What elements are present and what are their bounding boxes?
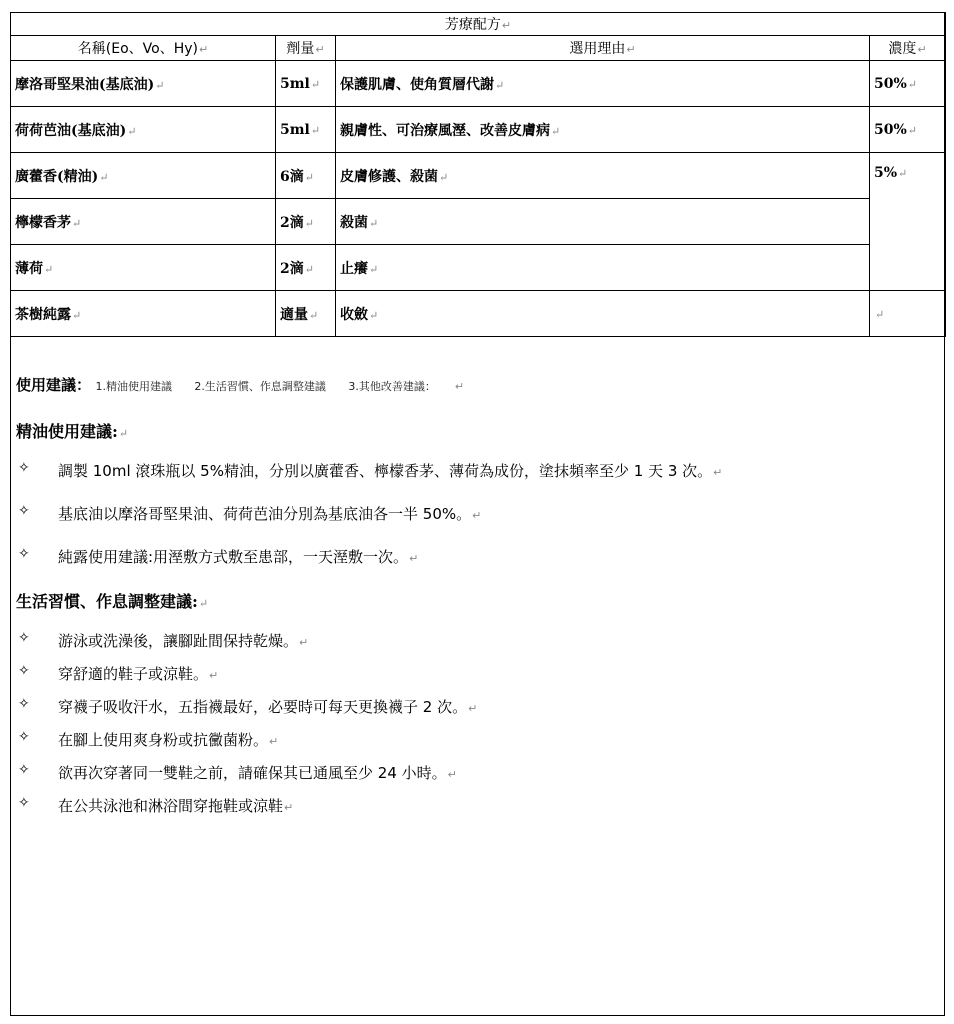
cell-amount: 5ml↵ [276, 107, 336, 153]
cell-reason: 殺菌↵ [336, 199, 870, 245]
cell-amount: 2滴↵ [276, 199, 336, 245]
cell-name: 摩洛哥堅果油(基底油)↵ [11, 61, 276, 107]
table-row [11, 245, 946, 291]
essential-oil-list [16, 460, 936, 567]
list-item: ✧ 穿舒適的鞋子或涼鞋。↵ [18, 663, 219, 683]
cell-reason: 皮膚修護、殺菌↵ [336, 153, 870, 199]
cell-concentration: ↵ [870, 291, 946, 337]
cell-name: 茶樹純露↵ [11, 291, 276, 337]
list-item: ✧ 穿襪子吸收汗水，五指襪最好，必要時可每天更換襪子 2 次。↵ [18, 696, 478, 716]
cell-concentration: 5%↵ [870, 153, 946, 291]
usage-summary: 使用建議： 1.精油使用建議 2.生活習慣、作息調整建議 3.其他改善建議： ↵ [16, 376, 465, 394]
table-row [11, 61, 946, 107]
aromatherapy-table [10, 12, 946, 337]
list-item: ✧ 調製 10ml 滾珠瓶以 5%精油，分別以廣藿香、檸檬香茅、薄荷為成份，塗抹頻率至少 1 天 3 次。↵ [18, 460, 723, 480]
header-name: 名稱(Eo、Vo、Hy)↵ [11, 36, 276, 61]
cell-reason: 保護肌膚、使角質層代謝↵ [336, 61, 870, 107]
cell-name: 荷荷芭油(基底油)↵ [11, 107, 276, 153]
usage-item: 2.生活習慣、作息調整建議 [194, 380, 326, 393]
diamond-bullet-icon: ✧ [18, 546, 30, 562]
essential-oil-heading: 精油使用建議:↵ [16, 422, 129, 441]
cell-amount: 5ml↵ [276, 61, 336, 107]
header-reason: 選用理由↵ [336, 36, 870, 61]
list-item: ✧ 純露使用建議:用溼敷方式敷至患部，一天溼敷一次。↵ [18, 546, 419, 566]
list-item: ✧ 在公共泳池和淋浴間穿拖鞋或涼鞋↵ [18, 795, 294, 815]
diamond-bullet-icon: ✧ [18, 795, 30, 811]
list-item: ✧ 游泳或洗澡後，讓腳趾間保持乾燥。↵ [18, 630, 309, 650]
cell-name: 廣藿香(精油)↵ [11, 153, 276, 199]
diamond-bullet-icon: ✧ [18, 663, 30, 679]
cell-amount: 適量↵ [276, 291, 336, 337]
cell-reason: 收斂↵ [336, 291, 870, 337]
table-row [11, 291, 946, 337]
lifestyle-heading: 生活習慣、作息調整建議:↵ [16, 592, 209, 611]
table-row [11, 153, 946, 199]
list-item: ✧ 在腳上使用爽身粉或抗黴菌粉。↵ [18, 729, 279, 749]
notes-section [16, 374, 936, 828]
list-item: ✧ 欲再次穿著同一雙鞋之前，請確保其已通風至少 24 小時。↵ [18, 762, 457, 782]
cell-concentration: 50%↵ [870, 107, 946, 153]
diamond-bullet-icon: ✧ [18, 762, 30, 778]
header-amount: 劑量↵ [276, 36, 336, 61]
diamond-bullet-icon: ✧ [18, 630, 30, 646]
cell-name: 檸檬香茅↵ [11, 199, 276, 245]
cell-name: 薄荷↵ [11, 245, 276, 291]
usage-item: 3.其他改善建議： [348, 380, 436, 393]
cell-reason: 止癢↵ [336, 245, 870, 291]
cell-concentration: 50%↵ [870, 61, 946, 107]
table-row [11, 107, 946, 153]
diamond-bullet-icon: ✧ [18, 460, 30, 476]
cell-amount: 2滴↵ [276, 245, 336, 291]
diamond-bullet-icon: ✧ [18, 503, 30, 519]
table-title: 芳療配方↵ [11, 13, 946, 36]
usage-lead: 使用建議： [16, 376, 92, 394]
table-row [11, 199, 946, 245]
cell-amount: 6滴↵ [276, 153, 336, 199]
cell-reason: 親膚性、可治療風溼、改善皮膚病↵ [336, 107, 870, 153]
list-item: ✧ 基底油以摩洛哥堅果油、荷荷芭油分別為基底油各一半 50%。↵ [18, 503, 482, 523]
diamond-bullet-icon: ✧ [18, 696, 30, 712]
header-concentration: 濃度↵ [870, 36, 946, 61]
lifestyle-list [16, 630, 936, 816]
usage-item: 1.精油使用建議 [95, 380, 172, 393]
diamond-bullet-icon: ✧ [18, 729, 30, 745]
